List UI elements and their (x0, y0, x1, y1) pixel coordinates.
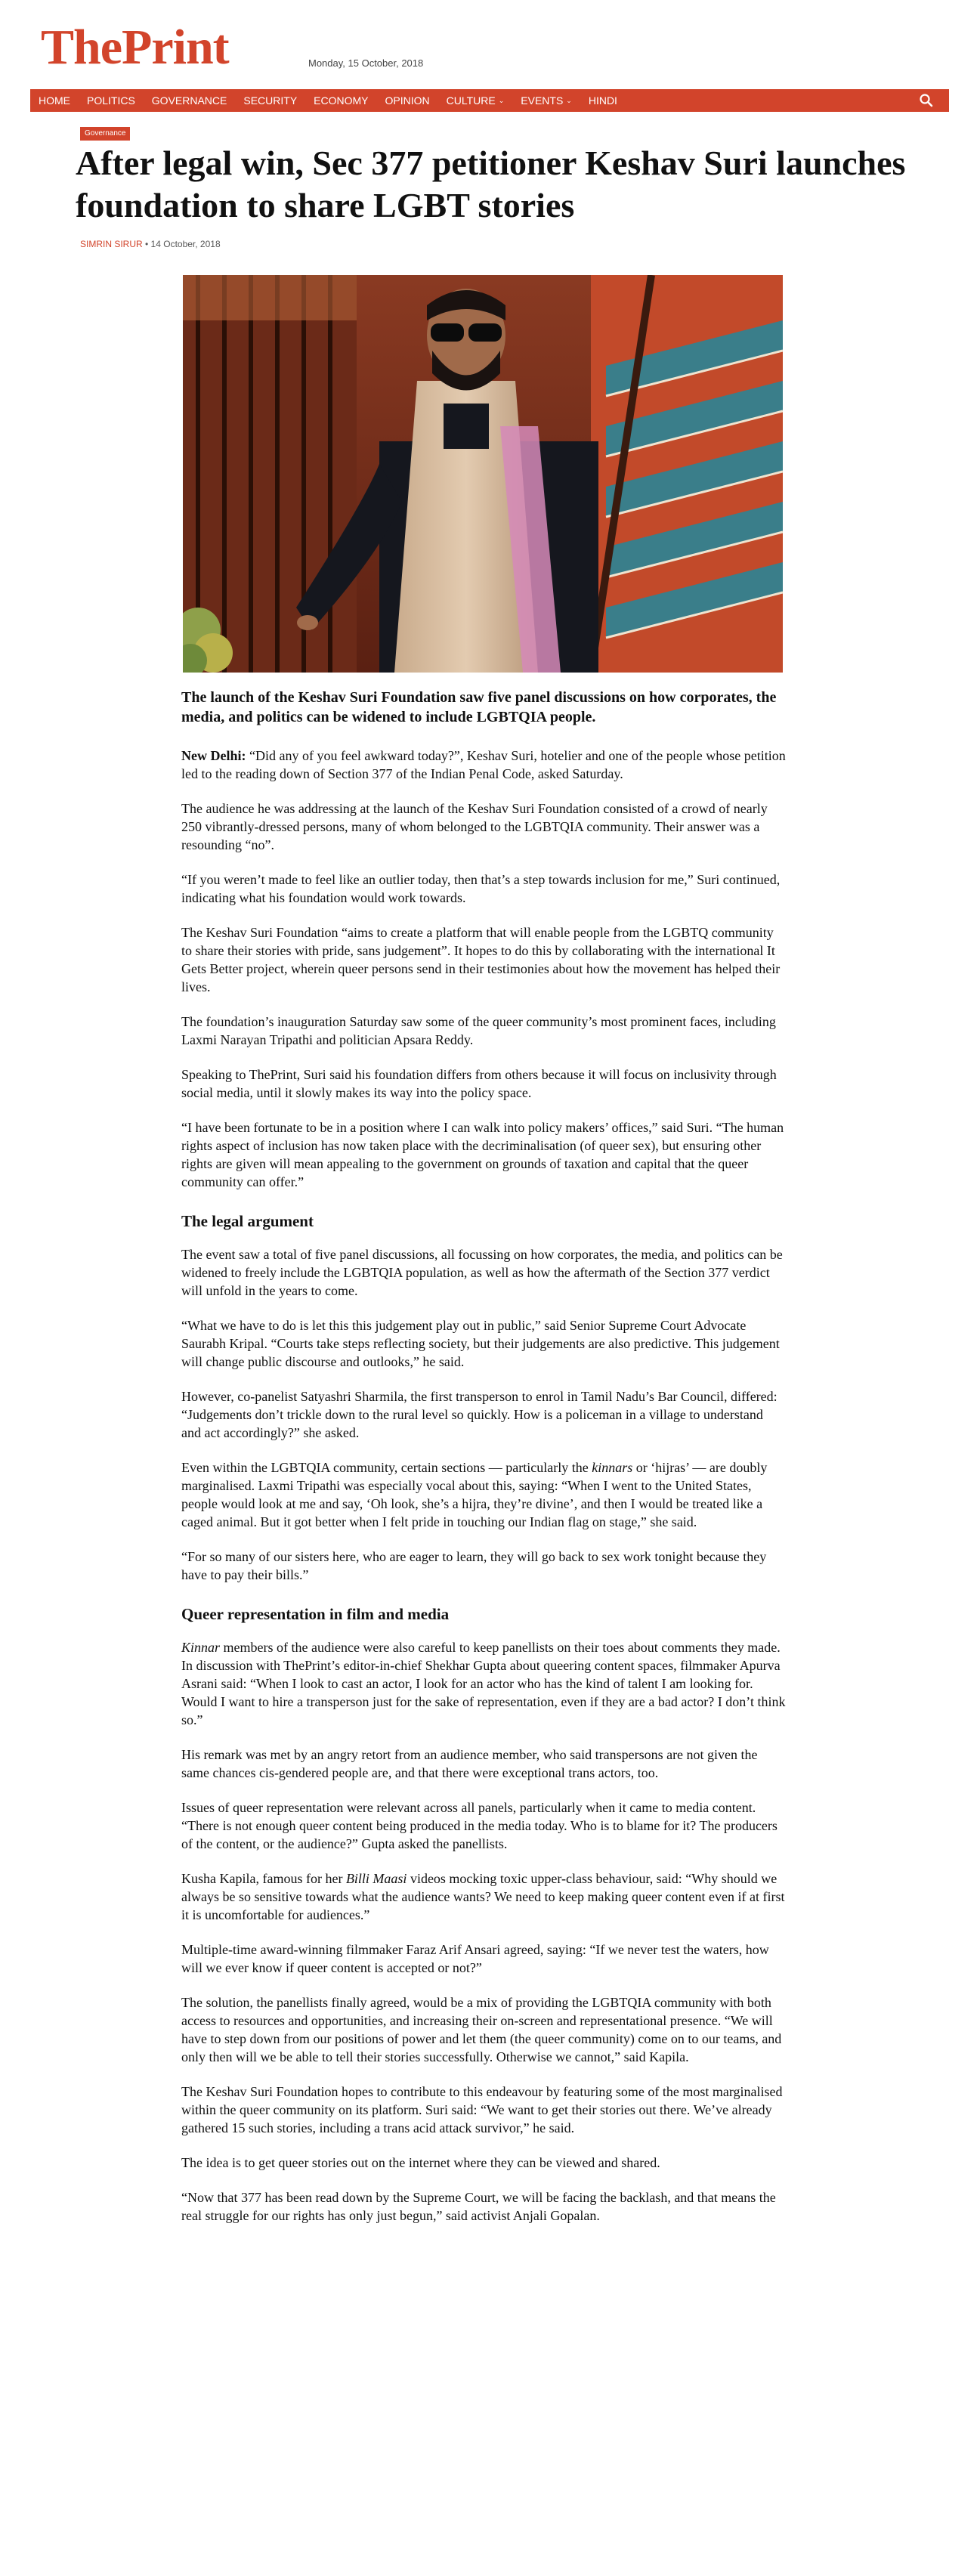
publish-date: • 14 October, 2018 (145, 239, 221, 249)
nav-security[interactable] (235, 89, 305, 112)
nav-hindi-label: HINDI (588, 94, 617, 107)
paragraph: “If you weren’t made to feel like an outlier today, then that’s a step towards inclusion for me,” Suri continued, indicating what his foundation would work towards. (181, 872, 781, 905)
category-badge[interactable]: Governance (80, 127, 130, 141)
nav-hindi[interactable] (580, 89, 626, 112)
article-body (181, 688, 786, 2241)
byline (80, 239, 221, 249)
paragraph-text: or ‘hijras’ — are doubly marginalised. Laxmi Tripathi was especially vocal about this, saying: “When I went to the United States, people would look at me and say, ‘Oh look, she’s a hijra, they’re divine’, and then I would be treated like a caged animal. But it got better when I felt pride in touching our Indian flag on stage,” she said. (181, 1460, 768, 1529)
logo-the: The (41, 20, 122, 75)
paragraph: The audience he was addressing at the launch of the Keshav Suri Foundation consisted of a crowd of nearly 250 vibrantly-dressed persons, many of whom belonged to the LGBTQIA community. Their answer was a resounding “no”. (181, 801, 768, 852)
dateline: New Delhi: (181, 748, 246, 763)
paragraph-text: “Did any of you feel awkward today?”, Keshav Suri, hotelier and one of the people whose petition led to the reading down of Section 377 of the Indian Penal Code, asked Saturday. (181, 748, 786, 781)
article-lede: The launch of the Keshav Suri Foundation saw five panel discussions on how corporates, the media, and politics can be widened to include LGBTQIA people. (181, 689, 777, 725)
nav-events-label: EVENTS (521, 94, 564, 107)
paragraph: The Keshav Suri Foundation “aims to create a platform that will enable people from the LGBTQ community to share their stories with pride, sans judgement”. It hopes to do this by collaborating with the international It Gets Better project, wherein queer persons send in their testimonies about how the movement has helped their lives. (181, 925, 781, 994)
paragraph (181, 747, 786, 783)
chevron-down-icon: ⌄ (498, 97, 505, 104)
paragraph: His remark was met by an angry retort from an audience member, who said transpersons are not given the same chances cis-gendered people are, and that there were exceptional trans actors, too. (181, 1747, 758, 1780)
paragraph-text: videos mocking toxic upper-class behaviour, said: “Why should we always be so sensitive towards what the audience wants? We need to keep making queer content even if at first it is uncomfortable for audiences.” (181, 1871, 785, 1922)
hero-image (183, 275, 783, 673)
paragraph: Speaking to ThePrint, Suri said his foundation differs from others because it will focus on inclusivity through social media, until it slowly makes its way into the policy space. (181, 1067, 777, 1100)
italic-term: Kinnar (181, 1640, 221, 1655)
paragraph: The Keshav Suri Foundation hopes to contribute to this endeavour by featuring some of the most marginalised within the queer community on its platform. Suri said: “We want to get their stories out there. We’ve already gathered 15 such stories, including a trans acid attack survivor,” he said. (181, 2084, 783, 2135)
nav-opinion-label: OPINION (385, 94, 430, 107)
nav-opinion[interactable] (377, 89, 438, 112)
nav-governance-label: GOVERNANCE (151, 94, 227, 107)
paragraph: “I have been fortunate to be in a position where I can walk into policy makers’ offices,” said Suri. “The human rights aspect of inclusion has now taken place with the decriminalisation (of queer sex), but ensuring other rights are given will mean appealing to the government on grounds of taxation and capital that the queer community can offer.” (181, 1120, 784, 1189)
logo-print: Print (122, 20, 229, 75)
nav-culture-label: CULTURE (446, 94, 496, 107)
paragraph: “What we have to do is let this this judgement play out in public,” said Senior Supreme Court Advocate Saurabh Kripal. “Courts take steps reflecting society, but their judgements are also predictive. This judgement will change public discourse and outlooks,” he said. (181, 1318, 780, 1369)
search-icon[interactable] (919, 93, 934, 108)
nav-home[interactable] (30, 89, 79, 112)
paragraph: The foundation’s inauguration Saturday saw some of the queer community’s most prominent faces, including Laxmi Narayan Tripathi and politician Apsara Reddy. (181, 1014, 776, 1047)
italic-term: Billi Maasi (345, 1871, 407, 1886)
paragraph-text: members of the audience were also careful to keep panellists on their toes about comments they made. In discussion with ThePrint’s editor-in-chief Shekhar Gupta about queering content spaces, filmmaker Apurva Asrani said: “When I look to cast an actor, I look for an actor who has the kind of talent I am looking for. Would I want to hire a transperson just for the sake of representation, even if they are a bad actor? I don’t think so.” (181, 1640, 786, 1727)
paragraph (181, 1638, 786, 1729)
site-logo[interactable] (41, 20, 229, 75)
nav-politics-label: POLITICS (87, 94, 135, 107)
italic-term: kinnars (592, 1460, 633, 1475)
article-title: After legal win, Sec 377 petitioner Keshav Suri launches foundation to share LGBT stories (76, 144, 906, 224)
nav-home-label: HOME (39, 94, 70, 107)
paragraph-text: Even within the LGBTQIA community, certain sections — particularly the (181, 1460, 592, 1475)
nav-governance[interactable] (144, 89, 236, 112)
nav-security-label: SECURITY (243, 94, 298, 107)
masthead (30, 18, 949, 79)
nav-politics[interactable] (79, 89, 144, 112)
nav-culture[interactable] (438, 89, 513, 112)
subheading-queer-representation: Queer representation in film and media (181, 1605, 450, 1623)
paragraph (181, 1869, 786, 1924)
nav-economy[interactable] (305, 89, 376, 112)
paragraph: Issues of queer representation were relevant across all panels, particularly when it came to media content. “There is not enough queer content being produced in the media today. Who is to blame for it? The producers of the content, or the audience?” Gupta asked the panellists. (181, 1800, 778, 1851)
nav-events[interactable] (512, 89, 580, 112)
paragraph (181, 1458, 786, 1531)
paragraph: Multiple-time award-winning filmmaker Faraz Arif Ansari agreed, saying: “If we never test the waters, how will we ever know if queer content is accepted or not?” (181, 1942, 769, 1975)
header-date: Monday, 15 October, 2018 (308, 57, 424, 69)
subheading-legal-argument: The legal argument (181, 1212, 314, 1230)
hero-photo (183, 275, 783, 673)
main-nav (30, 89, 949, 112)
paragraph: “Now that 377 has been read down by the Supreme Court, we will be facing the backlash, and that means the real struggle for our rights has only just begun,” said activist Anjali Gopalan. (181, 2190, 776, 2223)
author-link[interactable]: SIMRIN SIRUR (80, 239, 143, 249)
paragraph: The event saw a total of five panel discussions, all focussing on how corporates, the media, and politics can be widened to freely include the LGBTQIA population, as well as how the aftermath of the Section 377 verdict will unfold in the years to come. (181, 1247, 783, 1298)
paragraph: “For so many of our sisters here, who are eager to learn, they will go back to sex work tonight because they have to pay their bills.” (181, 1549, 767, 1582)
paragraph-text: Kusha Kapila, famous for her (181, 1871, 346, 1886)
paragraph: The idea is to get queer stories out on the internet where they can be viewed and shared. (181, 2155, 660, 2170)
paragraph: However, co-panelist Satyashri Sharmila, the first transperson to enrol in Tamil Nadu’s Bar Council, differed: “Judgements don’t trickle down to the rural level so quickly. How is a policeman in a village to understand and act accordingly?” she asked. (181, 1389, 778, 1440)
nav-economy-label: ECONOMY (314, 94, 369, 107)
chevron-down-icon: ⌄ (566, 97, 572, 104)
paragraph: The solution, the panellists finally agreed, would be a mix of providing the LGBTQIA community with both access to resources and opportunities, and increasing their on-screen and representational presence. “We will have to step down from our positions of power and let them (the queer community) come on to our teams, and only then will we be able to tell their stories successfully. Otherwise we cannot,” said Kapila. (181, 1995, 782, 2064)
